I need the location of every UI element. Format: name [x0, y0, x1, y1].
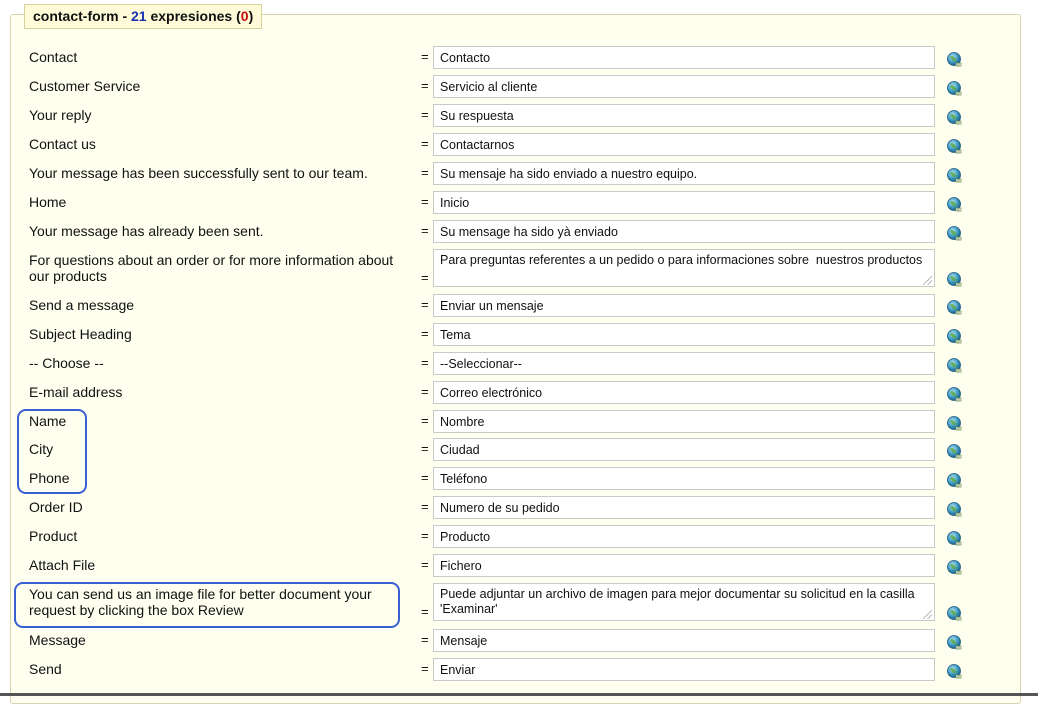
source-expression-label: Send: [29, 661, 62, 677]
source-expression-label: You can send us an image file for better document your request by clicking the box Review: [29, 586, 372, 618]
translate-globe-icon[interactable]: [946, 196, 962, 212]
translation-input[interactable]: [433, 438, 935, 461]
equals-sign: =: [421, 223, 429, 238]
translate-globe-icon[interactable]: [946, 415, 962, 431]
equals-sign: =: [421, 632, 429, 647]
translation-input[interactable]: [433, 658, 935, 681]
equals-sign: =: [421, 528, 429, 543]
translate-globe-icon[interactable]: [946, 271, 962, 287]
translation-input[interactable]: [433, 496, 935, 519]
equals-sign: =: [421, 270, 429, 285]
legend-errors: 0: [240, 8, 249, 24]
source-expression-label: Name: [29, 413, 67, 429]
equals-sign: =: [421, 49, 429, 64]
legend-count: 21: [131, 8, 147, 24]
translate-globe-icon[interactable]: [946, 167, 962, 183]
equals-sign: =: [421, 384, 429, 399]
equals-sign: =: [421, 413, 429, 428]
equals-sign: =: [421, 194, 429, 209]
translation-input[interactable]: [433, 220, 935, 243]
equals-sign: =: [421, 107, 429, 122]
source-expression-label: Message: [29, 632, 86, 648]
source-expression-label: Phone: [29, 470, 70, 486]
legend-close: ): [248, 8, 254, 24]
source-expression-label: For questions about an order or for more information about our products: [29, 252, 394, 284]
translate-globe-icon[interactable]: [946, 501, 962, 517]
equals-sign: =: [421, 165, 429, 180]
translate-globe-icon[interactable]: [946, 559, 962, 575]
source-expression-label: Home: [29, 194, 67, 210]
panel-legend: [24, 4, 262, 29]
translate-globe-icon[interactable]: [946, 80, 962, 96]
source-expression-label: Your message has already been sent.: [29, 223, 264, 239]
translate-globe-icon[interactable]: [946, 109, 962, 125]
source-expression-label: Contact us: [29, 136, 96, 152]
source-expression-label: Contact: [29, 49, 78, 65]
equals-sign: =: [421, 355, 429, 370]
legend-sep: -: [118, 8, 132, 24]
source-expression-label: Customer Service: [29, 78, 141, 94]
source-expression-label: -- Choose --: [29, 355, 104, 371]
translate-globe-icon[interactable]: [946, 386, 962, 402]
resize-grip-icon[interactable]: [923, 276, 932, 285]
equals-sign: =: [421, 604, 429, 619]
translation-input[interactable]: [433, 104, 935, 127]
translate-globe-icon[interactable]: [946, 138, 962, 154]
translate-globe-icon[interactable]: [946, 328, 962, 344]
translation-input[interactable]: [433, 629, 935, 652]
translation-input[interactable]: [433, 467, 935, 490]
translation-input[interactable]: [433, 46, 935, 69]
translation-input[interactable]: [433, 162, 935, 185]
translation-input[interactable]: [433, 191, 935, 214]
equals-sign: =: [421, 136, 429, 151]
translate-globe-icon[interactable]: [946, 472, 962, 488]
legend-name: contact-form: [33, 8, 119, 24]
source-expression-label: Order ID: [29, 499, 83, 515]
source-expression-label: Send a message: [29, 297, 135, 313]
resize-grip-icon[interactable]: [923, 610, 932, 619]
translate-globe-icon[interactable]: [946, 530, 962, 546]
equals-sign: =: [421, 499, 429, 514]
translation-textarea[interactable]: [433, 583, 935, 621]
translation-input[interactable]: [433, 410, 935, 433]
translate-globe-icon[interactable]: [946, 605, 962, 621]
translate-globe-icon[interactable]: [946, 51, 962, 67]
source-expression-label: Product: [29, 528, 78, 544]
source-expression-label: Subject Heading: [29, 326, 132, 342]
translate-globe-icon[interactable]: [946, 357, 962, 373]
translate-globe-icon[interactable]: [946, 225, 962, 241]
equals-sign: =: [421, 326, 429, 341]
translation-input[interactable]: [433, 133, 935, 156]
translation-input[interactable]: [433, 554, 935, 577]
source-expression-label: City: [29, 441, 54, 457]
translate-globe-icon[interactable]: [946, 299, 962, 315]
equals-sign: =: [421, 297, 429, 312]
equals-sign: =: [421, 470, 429, 485]
source-expression-label: Your reply: [29, 107, 92, 123]
translation-textarea[interactable]: [433, 249, 935, 287]
translation-input[interactable]: [433, 381, 935, 404]
translation-input[interactable]: [433, 352, 935, 375]
legend-word: expresiones: [146, 8, 237, 24]
translation-input[interactable]: [433, 294, 935, 317]
source-expression-label: Your message has been successfully sent to our team.: [29, 165, 368, 181]
equals-sign: =: [421, 661, 429, 676]
source-expression-label: E-mail address: [29, 384, 123, 400]
legend-open: (: [236, 8, 241, 24]
translation-input[interactable]: [433, 525, 935, 548]
source-expression-label: Attach File: [29, 557, 96, 573]
equals-sign: =: [421, 78, 429, 93]
translation-input[interactable]: [433, 75, 935, 98]
translate-globe-icon[interactable]: [946, 634, 962, 650]
equals-sign: =: [421, 557, 429, 572]
translate-globe-icon[interactable]: [946, 443, 962, 459]
equals-sign: =: [421, 441, 429, 456]
translation-input[interactable]: [433, 323, 935, 346]
translate-globe-icon[interactable]: [946, 663, 962, 679]
